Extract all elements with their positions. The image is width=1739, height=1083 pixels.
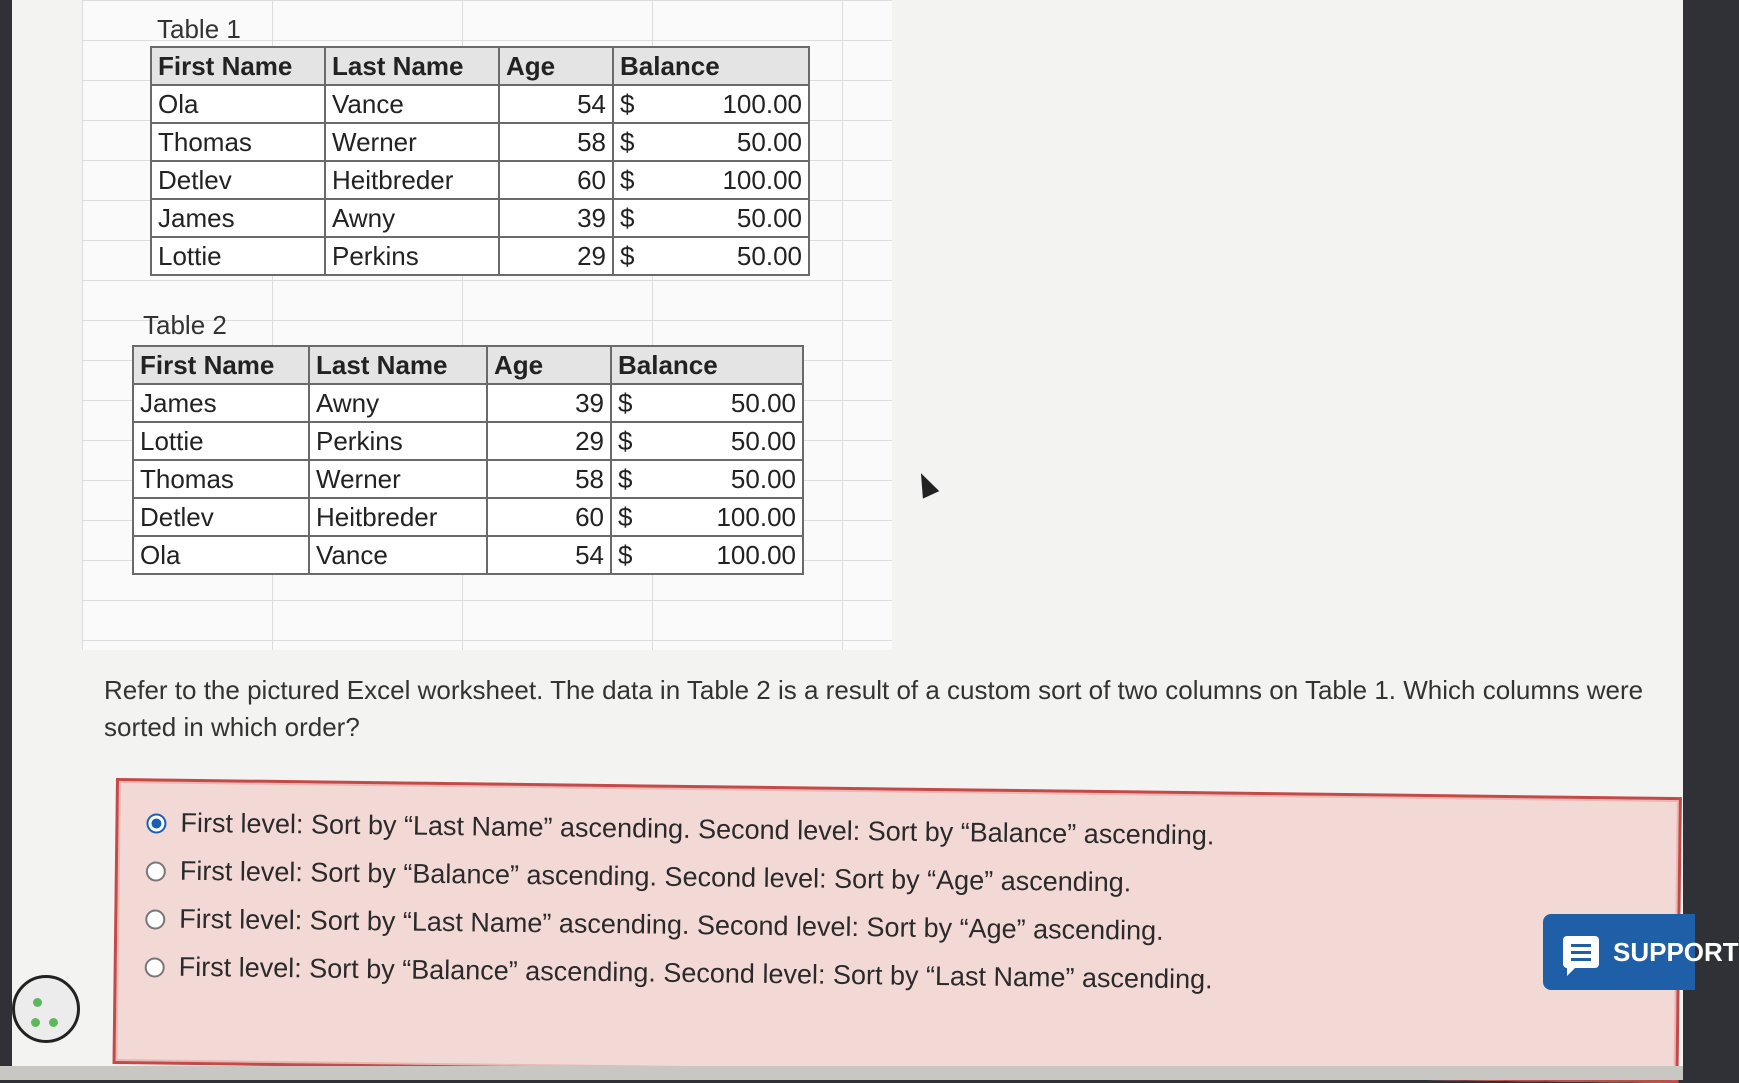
cell-currency: $	[613, 123, 650, 161]
chat-icon	[1563, 936, 1599, 968]
cell-age: 29	[499, 237, 613, 275]
cell-first-name: Lottie	[151, 237, 325, 275]
cell-last-name: Werner	[325, 123, 499, 161]
cell-currency: $	[611, 498, 647, 536]
cell-last-name: Vance	[325, 85, 499, 123]
cell-first-name: Detlev	[151, 161, 325, 199]
cell-currency: $	[613, 161, 650, 199]
table2-row	[133, 460, 803, 498]
option-3-label: First level: Sort by “Last Name” ascending. Second level: Sort by “Age” ascending.	[179, 903, 1164, 946]
cell-last-name: Awny	[309, 384, 487, 422]
cell-balance: 50.00	[647, 460, 803, 498]
table2-row	[133, 384, 803, 422]
question-text: Refer to the pictured Excel worksheet. The data in Table 2 is a result of a custom sort of two columns on Table 1. Which columns were sorted in which order?	[104, 675, 1644, 742]
cell-balance: 50.00	[650, 237, 809, 275]
cell-age: 54	[487, 536, 611, 574]
cell-last-name: Werner	[309, 460, 487, 498]
cell-currency: $	[613, 237, 650, 275]
table2-header-age: Age	[487, 346, 611, 384]
cell-last-name: Perkins	[309, 422, 487, 460]
cell-age: 58	[499, 123, 613, 161]
table1-title: Table 1	[157, 14, 241, 44]
table1-header-balance: Balance	[613, 47, 809, 85]
option-1[interactable]	[146, 807, 1214, 851]
cell-first-name: James	[133, 384, 309, 422]
answer-options-box	[113, 778, 1682, 1083]
cell-balance: 50.00	[647, 422, 803, 460]
cell-currency: $	[611, 536, 647, 574]
radio-option-2[interactable]	[146, 861, 166, 881]
table1-row	[151, 123, 809, 161]
table2-header-row	[133, 346, 803, 384]
cell-age: 29	[487, 422, 611, 460]
table2-title: Table 2	[143, 310, 227, 340]
radio-option-1[interactable]	[146, 813, 166, 833]
cell-balance: 100.00	[650, 161, 809, 199]
cell-first-name: Ola	[151, 85, 325, 123]
cell-currency: $	[613, 85, 650, 123]
cell-currency: $	[611, 384, 647, 422]
cell-first-name: Thomas	[151, 123, 325, 161]
table1-header-first-name: First Name	[151, 47, 325, 85]
cell-balance: 100.00	[647, 498, 803, 536]
option-4[interactable]	[145, 951, 1213, 995]
support-button[interactable]	[1543, 914, 1739, 990]
option-4-label: First level: Sort by “Balance” ascending. Second level: Sort by “Last Name” ascending.	[178, 951, 1213, 995]
table2-row	[133, 422, 803, 460]
cell-last-name: Heitbreder	[309, 498, 487, 536]
table1-header-age: Age	[499, 47, 613, 85]
cell-balance: 50.00	[647, 384, 803, 422]
cell-age: 39	[499, 199, 613, 237]
cell-balance: 100.00	[650, 85, 809, 123]
cell-first-name: Detlev	[133, 498, 309, 536]
table2-header-balance: Balance	[611, 346, 803, 384]
option-2-label: First level: Sort by “Balance” ascending. Second level: Sort by “Age” ascending.	[179, 855, 1132, 898]
option-1-label: First level: Sort by “Last Name” ascending. Second level: Sort by “Balance” ascending.	[180, 807, 1215, 851]
table2-header-last-name: Last Name	[309, 346, 487, 384]
radio-option-3[interactable]	[145, 909, 165, 929]
cell-currency: $	[611, 460, 647, 498]
cell-currency: $	[613, 199, 650, 237]
cell-first-name: James	[151, 199, 325, 237]
cell-last-name: Perkins	[325, 237, 499, 275]
table2-header-first-name: First Name	[133, 346, 309, 384]
cell-first-name: Thomas	[133, 460, 309, 498]
cell-first-name: Ola	[133, 536, 309, 574]
cookie-icon[interactable]	[12, 975, 80, 1043]
mouse-cursor-icon	[913, 469, 939, 498]
table1-row	[151, 237, 809, 275]
table1-header-last-name: Last Name	[325, 47, 499, 85]
cell-currency: $	[611, 422, 647, 460]
cell-balance: 50.00	[650, 199, 809, 237]
support-label: SUPPORT	[1613, 936, 1739, 967]
cell-balance: 100.00	[647, 536, 803, 574]
radio-option-4[interactable]	[145, 957, 165, 977]
cell-age: 60	[499, 161, 613, 199]
cell-last-name: Vance	[309, 536, 487, 574]
table1-row	[151, 199, 809, 237]
screen	[12, 0, 1739, 1080]
option-3[interactable]	[145, 903, 1164, 946]
table1-row	[151, 85, 809, 123]
table2	[132, 345, 804, 575]
cell-last-name: Awny	[325, 199, 499, 237]
bottom-strip	[0, 1066, 1683, 1080]
table2-row	[133, 536, 803, 574]
cell-age: 39	[487, 384, 611, 422]
table1	[150, 46, 810, 276]
option-2[interactable]	[146, 855, 1132, 898]
cell-last-name: Heitbreder	[325, 161, 499, 199]
cell-age: 54	[499, 85, 613, 123]
cell-balance: 50.00	[650, 123, 809, 161]
table1-row	[151, 161, 809, 199]
cell-age: 58	[487, 460, 611, 498]
cell-first-name: Lottie	[133, 422, 309, 460]
cell-age: 60	[487, 498, 611, 536]
table1-header-row	[151, 47, 809, 85]
table2-row	[133, 498, 803, 536]
